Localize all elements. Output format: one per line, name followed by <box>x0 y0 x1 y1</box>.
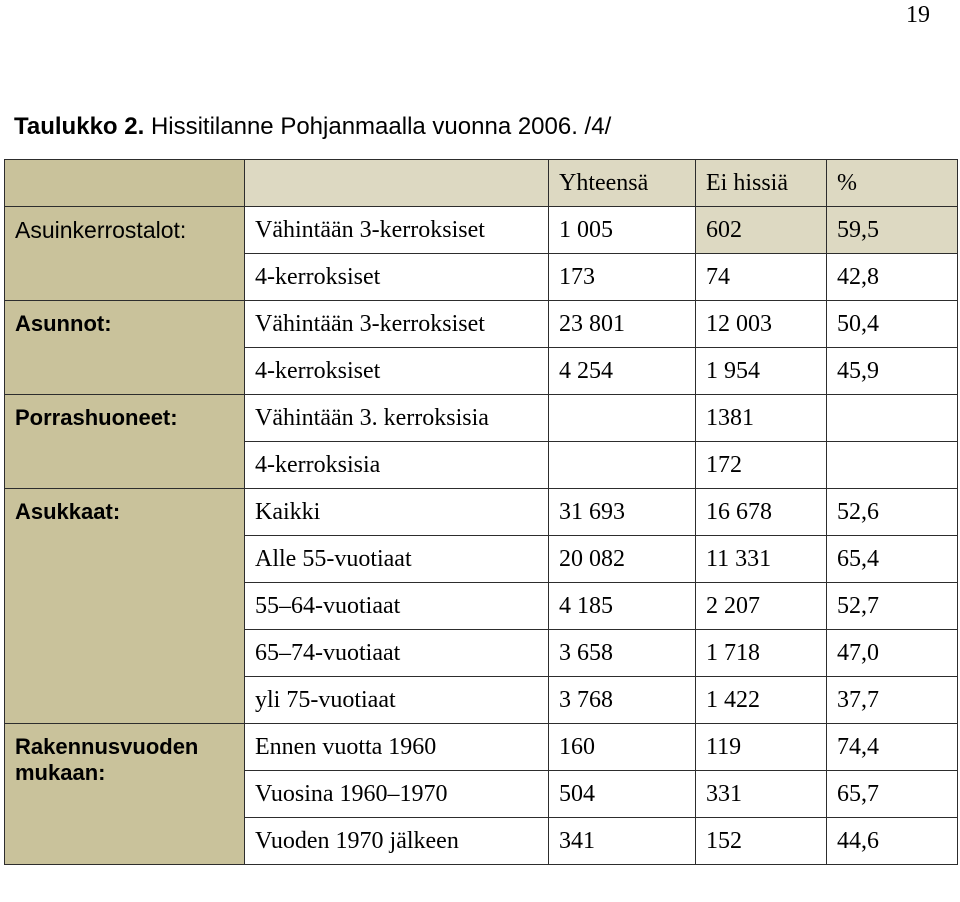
cell-total <box>549 442 696 489</box>
cell-total: 3 658 <box>549 630 696 677</box>
cell-percent: 50,4 <box>827 301 958 348</box>
header-percent: % <box>827 160 958 207</box>
cell-no-elevator: 16 678 <box>696 489 827 536</box>
table-row <box>5 395 958 442</box>
cell-percent <box>827 442 958 489</box>
elevator-table <box>4 159 958 865</box>
cell-no-elevator: 12 003 <box>696 301 827 348</box>
header-total: Yhteensä <box>549 160 696 207</box>
cell-no-elevator: 2 207 <box>696 583 827 630</box>
table-header-row <box>5 160 958 207</box>
cell-total: 341 <box>549 818 696 865</box>
row-label: Kaikki <box>245 489 549 536</box>
category-label: Asunnot: <box>5 301 245 395</box>
cell-total: 4 185 <box>549 583 696 630</box>
cell-no-elevator: 602 <box>696 207 827 254</box>
row-label: Vähintään 3. kerroksisia <box>245 395 549 442</box>
row-label: 4-kerroksiset <box>245 348 549 395</box>
cell-percent: 37,7 <box>827 677 958 724</box>
cell-total: 4 254 <box>549 348 696 395</box>
cell-total: 20 082 <box>549 536 696 583</box>
cell-no-elevator: 119 <box>696 724 827 771</box>
cell-total: 3 768 <box>549 677 696 724</box>
table-row <box>5 724 958 771</box>
cell-percent: 65,4 <box>827 536 958 583</box>
table-row <box>5 301 958 348</box>
cell-percent: 44,6 <box>827 818 958 865</box>
cell-total <box>549 395 696 442</box>
cell-no-elevator: 172 <box>696 442 827 489</box>
caption-label: Taulukko 2. <box>14 113 145 140</box>
cell-percent: 59,5 <box>827 207 958 254</box>
row-label: Vuosina 1960–1970 <box>245 771 549 818</box>
cell-no-elevator: 1381 <box>696 395 827 442</box>
cell-percent: 42,8 <box>827 254 958 301</box>
table-row <box>5 489 958 536</box>
caption-text: Hissitilanne Pohjanmaalla vuonna 2006. /4/ <box>150 113 612 140</box>
cell-percent: 65,7 <box>827 771 958 818</box>
header-empty <box>5 160 245 207</box>
category-label: Asukkaat: <box>5 489 245 724</box>
row-label: 4-kerroksiset <box>245 254 549 301</box>
header-empty <box>245 160 549 207</box>
table-row <box>5 207 958 254</box>
cell-percent: 52,6 <box>827 489 958 536</box>
header-no-elevator: Ei hissiä <box>696 160 827 207</box>
row-label: 65–74-vuotiaat <box>245 630 549 677</box>
row-label: 4-kerroksisia <box>245 442 549 489</box>
cell-total: 31 693 <box>549 489 696 536</box>
cell-total: 1 005 <box>549 207 696 254</box>
cell-total: 504 <box>549 771 696 818</box>
row-label: Vähintään 3-kerroksiset <box>245 301 549 348</box>
cell-no-elevator: 1 422 <box>696 677 827 724</box>
cell-no-elevator: 1 954 <box>696 348 827 395</box>
category-label: Asuinkerrostalot: <box>5 207 245 301</box>
cell-percent: 74,4 <box>827 724 958 771</box>
cell-no-elevator: 331 <box>696 771 827 818</box>
table-caption <box>14 113 611 141</box>
row-label: yli 75-vuotiaat <box>245 677 549 724</box>
cell-total: 23 801 <box>549 301 696 348</box>
cell-percent: 47,0 <box>827 630 958 677</box>
row-label: Alle 55-vuotiaat <box>245 536 549 583</box>
row-label: 55–64-vuotiaat <box>245 583 549 630</box>
cell-no-elevator: 74 <box>696 254 827 301</box>
cell-percent: 45,9 <box>827 348 958 395</box>
cell-total: 160 <box>549 724 696 771</box>
category-label: Rakennusvuoden mukaan: <box>5 724 245 865</box>
cell-no-elevator: 11 331 <box>696 536 827 583</box>
row-label: Vähintään 3-kerroksiset <box>245 207 549 254</box>
row-label: Vuoden 1970 jälkeen <box>245 818 549 865</box>
cell-percent <box>827 395 958 442</box>
cell-no-elevator: 1 718 <box>696 630 827 677</box>
cell-total: 173 <box>549 254 696 301</box>
cell-percent: 52,7 <box>827 583 958 630</box>
cell-no-elevator: 152 <box>696 818 827 865</box>
page-number: 19 <box>906 2 930 28</box>
category-label: Porrashuoneet: <box>5 395 245 489</box>
row-label: Ennen vuotta 1960 <box>245 724 549 771</box>
